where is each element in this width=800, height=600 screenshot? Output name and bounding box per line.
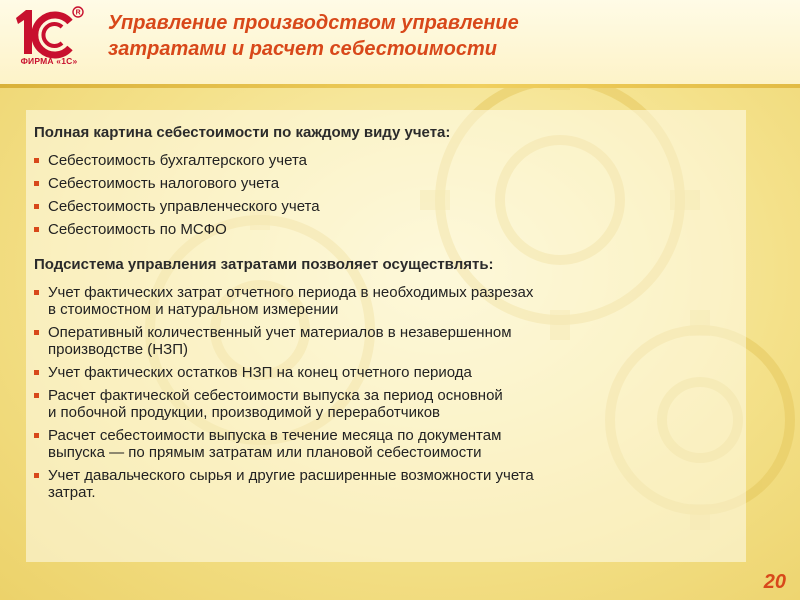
slide-header	[0, 0, 800, 84]
list-item: Учет фактических затрат отчетного периода в необходимых разрезах в стоимостном и натуральном измерении	[34, 284, 734, 318]
bullet-icon	[34, 330, 39, 335]
list-item: Себестоимость бухгалтерского учета	[34, 152, 734, 169]
page-title-line2: затратами и расчет себестоимости	[108, 38, 497, 60]
list-item: Расчет фактической себестоимости выпуска за период основной и побочной продукции, производимой у переработчиков	[34, 387, 734, 421]
bullet-icon	[34, 370, 39, 375]
svg-text:R: R	[75, 9, 81, 17]
bullet-icon	[34, 181, 39, 186]
section1-list	[34, 152, 734, 244]
bullet-icon	[34, 473, 39, 478]
header-divider	[0, 84, 800, 88]
bullet-icon	[34, 433, 39, 438]
list-item: Учет давальческого сырья и другие расширенные возможности учета затрат.	[34, 467, 734, 501]
bullet-icon	[34, 393, 39, 398]
bullet-icon	[34, 204, 39, 209]
list-item: Себестоимость по МСФО	[34, 221, 734, 238]
content-area	[0, 92, 800, 562]
list-item: Оперативный количественный учет материалов в незавершенном производстве (НЗП)	[34, 324, 734, 358]
bullet-icon	[34, 227, 39, 232]
list-item: Себестоимость налогового учета	[34, 175, 734, 192]
list-item: Расчет себестоимости выпуска в течение месяца по документам выпуска — по прямым затратам или плановой себестоимости	[34, 427, 734, 461]
bullet-icon	[34, 158, 39, 163]
section1-heading: Полная картина себестоимости по каждому виду учета:	[34, 124, 451, 141]
list-item: Себестоимость управленческого учета	[34, 198, 734, 215]
section2-list	[34, 284, 734, 507]
page-title-line1: Управление производством управление	[108, 12, 519, 34]
section2-heading: Подсистема управления затратами позволяет осуществлять:	[34, 256, 494, 273]
page-title	[108, 10, 768, 62]
logo-caption: ФИРМА «1С»	[20, 56, 78, 66]
bullet-icon	[34, 290, 39, 295]
page-number: 20	[763, 571, 786, 593]
list-item: Учет фактических остатков НЗП на конец отчетного периода	[34, 364, 734, 381]
